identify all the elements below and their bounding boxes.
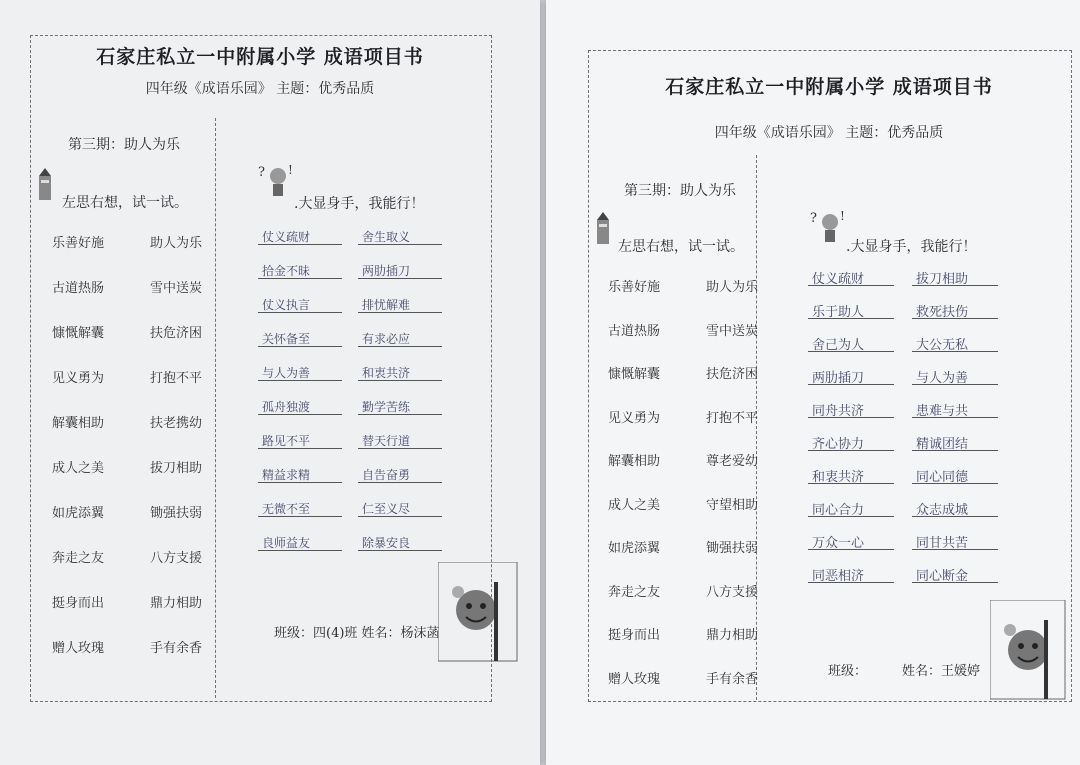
right-answer-underline <box>912 384 998 385</box>
left-answer-underline <box>258 380 342 381</box>
right-idiom-5-0: 成人之美 <box>608 497 661 513</box>
left-answer-underline <box>358 482 442 483</box>
right-idiom-7-0: 奔走之友 <box>608 584 661 600</box>
right-idiom-0-0: 乐善好施 <box>608 280 661 295</box>
left-idiom-1-0: 古道热肠 <box>52 281 105 296</box>
left-footer: 班级：四(4)班 姓名：杨沫菡 <box>274 626 440 641</box>
left-idiom-2-0: 慷慨解囊 <box>52 326 105 341</box>
left-answer-underline <box>358 414 442 415</box>
left-idiom-9-0: 赠人玫瑰 <box>52 641 105 656</box>
left-column-divider <box>215 118 216 698</box>
left-idiom-0-0: 乐善好施 <box>52 236 105 251</box>
left-idiom-6-0: 如虎添翼 <box>52 506 105 521</box>
right-answer-underline <box>808 483 894 484</box>
left-answer-underline <box>358 550 442 551</box>
right-answer-underline <box>808 318 894 319</box>
right-answer-underline <box>912 450 998 451</box>
right-answer-3-0: 两肋插刀 <box>812 371 865 386</box>
right-answer-6-0: 和衷共济 <box>812 470 865 485</box>
left-answer-3-0: 关怀备至 <box>262 332 311 346</box>
right-idiom-0-1: 助人为乐 <box>706 280 759 295</box>
right-answer-5-0: 齐心协力 <box>812 437 865 452</box>
svg-text:?: ? <box>258 165 265 180</box>
waving-boy-icon <box>438 562 518 662</box>
right-answer-0-1: 拔刀相助 <box>916 272 969 287</box>
right-answer-underline <box>808 285 894 286</box>
left-answer-underline <box>258 278 342 279</box>
left-idiom-9-1: 手有余香 <box>150 641 203 656</box>
right-idiom-6-1: 锄强扶弱 <box>706 541 759 556</box>
right-footer-name: 姓名：王媛婷 <box>902 664 981 679</box>
right-answer-underline <box>912 516 998 517</box>
svg-text:?: ? <box>810 211 817 226</box>
right-worksheet <box>546 0 1080 765</box>
right-subtitle: 四年级《成语乐园》 主题：优秀品质 <box>714 125 944 141</box>
pencil-kid-icon <box>594 212 616 246</box>
right-answer-underline <box>808 417 894 418</box>
left-answer-underline <box>258 550 342 551</box>
left-answer-underline <box>258 244 342 245</box>
left-idiom-8-0: 挺身而出 <box>52 596 105 611</box>
right-answer-underline <box>912 417 998 418</box>
left-answer-9-0: 良师益友 <box>262 536 311 550</box>
left-answer-underline <box>358 448 442 449</box>
right-answer-underline <box>808 351 894 352</box>
left-answer-underline <box>358 312 442 313</box>
right-answer-9-0: 同恶相济 <box>812 569 865 584</box>
left-answer-7-1: 自告奋勇 <box>362 468 411 482</box>
left-subtitle: 四年级《成语乐园》 主题：优秀品质 <box>145 81 375 97</box>
right-answer-6-1: 同心同德 <box>916 470 969 485</box>
right-idiom-5-1: 守望相助 <box>706 497 759 513</box>
right-column-divider <box>756 155 757 700</box>
thinking-kid-icon <box>810 208 850 246</box>
right-idiom-7-1: 八方支援 <box>706 584 759 600</box>
left-idiom-8-1: 鼎力相助 <box>150 596 203 611</box>
right-issue: 第三期：助人为乐 <box>624 183 736 199</box>
left-answer-7-0: 精益求精 <box>262 468 311 482</box>
right-answer-underline <box>912 318 998 319</box>
left-idiom-4-0: 解囊相助 <box>52 416 105 431</box>
right-answer-underline <box>912 549 998 550</box>
right-answer-9-1: 同心断金 <box>916 569 969 584</box>
right-answer-8-1: 同甘共苦 <box>916 536 969 551</box>
right-answer-7-1: 众志成城 <box>916 503 969 518</box>
right-idiom-8-0: 挺身而出 <box>608 628 661 643</box>
right-answer-8-0: 万众一心 <box>812 536 865 551</box>
left-answer-underline <box>258 312 342 313</box>
left-answer-underline <box>358 244 442 245</box>
left-idiom-2-1: 扶危济困 <box>150 326 203 341</box>
left-answer-underline <box>258 516 342 517</box>
left-answer-5-0: 孤舟独渡 <box>262 400 311 414</box>
left-answer-underline <box>358 380 442 381</box>
left-idiom-5-0: 成人之美 <box>52 461 105 476</box>
left-answer-underline <box>258 482 342 483</box>
left-answer-underline <box>358 516 442 517</box>
left-answer-2-0: 仗义执言 <box>262 298 311 312</box>
left-answer-underline <box>258 414 342 415</box>
left-idiom-5-1: 拔刀相助 <box>150 461 203 476</box>
left-answer-4-0: 与人为善 <box>262 366 311 380</box>
right-answer-7-0: 同心合力 <box>812 503 865 518</box>
left-answer-underline <box>358 278 442 279</box>
left-answer-4-1: 和衷共济 <box>362 366 411 380</box>
left-answer-underline <box>258 448 342 449</box>
left-issue: 第三期：助人为乐 <box>68 137 180 153</box>
right-answer-0-0: 仗义疏财 <box>812 272 865 287</box>
left-idiom-3-1: 打抱不平 <box>150 371 203 386</box>
left-idiom-7-0: 奔走之友 <box>52 551 105 566</box>
right-answer-underline <box>912 582 998 583</box>
left-answer-6-1: 替天行道 <box>362 434 411 448</box>
right-idiom-1-1: 雪中送炭 <box>706 323 759 339</box>
right-answer-4-1: 患难与共 <box>916 404 969 419</box>
right-idiom-9-0: 赠人玫瑰 <box>608 671 661 687</box>
right-answer-3-1: 与人为善 <box>916 371 969 386</box>
right-title: 石家庄私立一中附属小学 成语项目书 <box>665 76 993 98</box>
left-answer-1-1: 两肋插刀 <box>362 264 411 278</box>
left-idiom-3-0: 见义勇为 <box>52 371 105 386</box>
right-answer-underline <box>808 450 894 451</box>
right-idiom-9-1: 手有余香 <box>706 671 759 687</box>
right-answer-5-1: 精诚团结 <box>916 437 969 452</box>
left-answer-5-1: 勤学苦练 <box>362 400 411 414</box>
left-idiom-0-1: 助人为乐 <box>150 236 203 251</box>
right-answer-underline <box>912 483 998 484</box>
right-answer-4-0: 同舟共济 <box>812 404 865 419</box>
left-section-a: 左思右想，试一试。 <box>62 195 188 211</box>
right-answer-underline <box>808 582 894 583</box>
right-idiom-1-0: 古道热肠 <box>608 323 661 339</box>
right-answer-2-1: 大公无私 <box>916 338 969 353</box>
right-answer-underline <box>808 384 894 385</box>
waving-boy-icon <box>990 600 1066 700</box>
left-title: 石家庄私立一中附属小学 成语项目书 <box>96 46 424 68</box>
left-answer-8-1: 仁至义尽 <box>362 502 411 516</box>
right-idiom-6-0: 如虎添翼 <box>608 541 661 556</box>
right-answer-underline <box>808 516 894 517</box>
thinking-kid-icon <box>258 162 298 200</box>
right-answer-underline <box>912 285 998 286</box>
left-answer-1-0: 拾金不昧 <box>262 264 311 278</box>
left-answer-underline <box>358 346 442 347</box>
left-section-b: .大显身手，我能行！ <box>294 196 425 212</box>
right-idiom-2-0: 慷慨解囊 <box>608 367 661 382</box>
right-idiom-4-1: 尊老爱幼 <box>706 454 759 469</box>
left-answer-3-1: 有求必应 <box>362 332 411 346</box>
right-answer-1-1: 救死扶伤 <box>916 305 969 320</box>
right-answer-2-0: 舍己为人 <box>812 338 865 353</box>
svg-text:!: ! <box>288 163 293 177</box>
left-answer-6-0: 路见不平 <box>262 434 311 448</box>
left-idiom-1-1: 雪中送炭 <box>150 281 203 296</box>
left-answer-2-1: 排忧解难 <box>362 298 411 312</box>
right-footer-class: 班级： <box>828 664 868 679</box>
right-section-a: 左思右想，试一试。 <box>618 239 744 255</box>
svg-text:!: ! <box>840 209 845 223</box>
right-section-b: .大显身手，我能行！ <box>846 239 977 255</box>
pencil-kid-icon <box>36 168 58 202</box>
left-idiom-7-1: 八方支援 <box>150 551 203 566</box>
right-idiom-4-0: 解囊相助 <box>608 454 661 469</box>
left-idiom-4-1: 扶老携幼 <box>150 416 203 431</box>
right-answer-underline <box>912 351 998 352</box>
left-idiom-6-1: 锄强扶弱 <box>150 506 203 521</box>
left-answer-9-1: 除暴安良 <box>362 536 411 550</box>
right-answer-underline <box>808 549 894 550</box>
left-answer-0-1: 舍生取义 <box>362 230 411 244</box>
right-idiom-3-1: 打抱不平 <box>706 410 759 426</box>
right-idiom-3-0: 见义勇为 <box>608 410 661 426</box>
right-idiom-8-1: 鼎力相助 <box>706 628 759 643</box>
left-answer-underline <box>258 346 342 347</box>
right-idiom-2-1: 扶危济困 <box>706 367 759 382</box>
right-answer-1-0: 乐于助人 <box>812 305 865 320</box>
left-answer-8-0: 无微不至 <box>262 502 311 516</box>
left-answer-0-0: 仗义疏财 <box>262 230 311 244</box>
